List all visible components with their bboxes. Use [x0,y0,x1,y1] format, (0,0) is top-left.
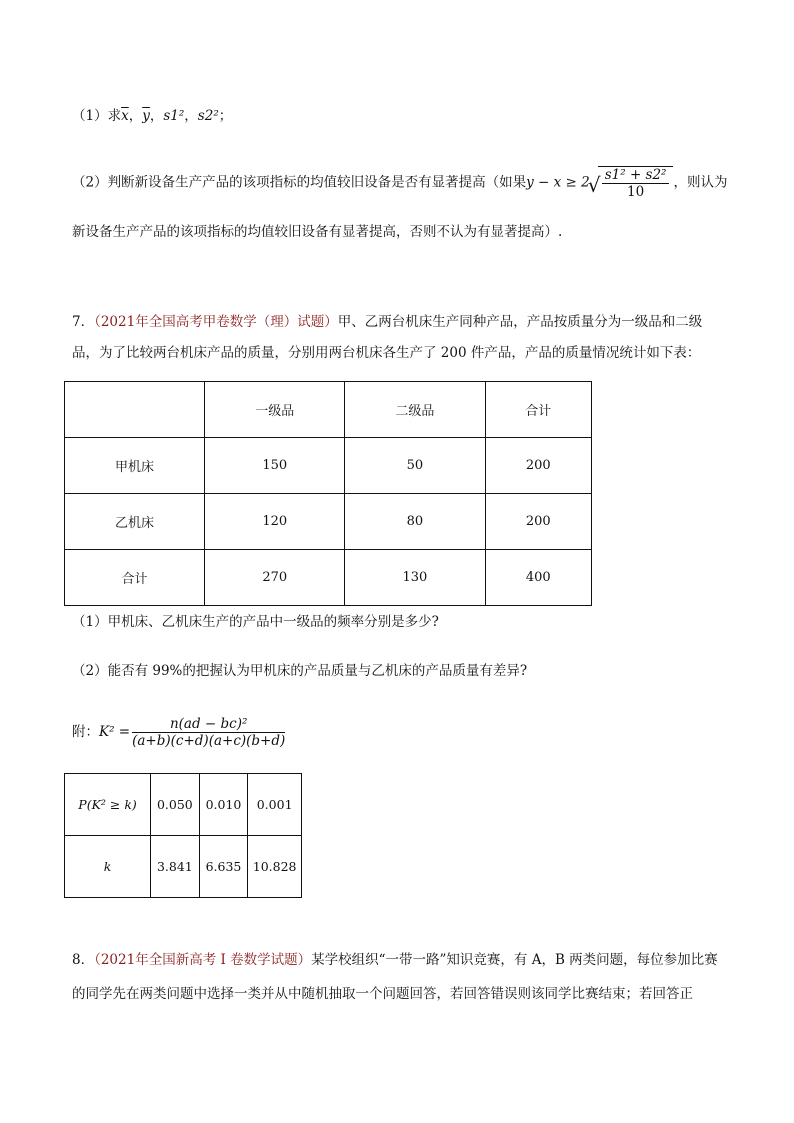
table-cell: 0.001 [248,774,302,836]
probability-table [64,773,302,898]
table-cell: 400 [485,550,591,606]
table-cell: 50 [345,438,485,494]
table-cell: 乙机床 [65,494,205,550]
q6-formula-frac [602,167,670,200]
q7-stem-line1 [72,312,702,332]
q7-source: （2021年全国高考甲卷数学（理）试题） [94,314,338,330]
q8-text-a: 某学校组织“一带一路”知识竞赛，有 A，B 两类问题，每位参加比赛 [311,952,718,968]
table-cell: 200 [485,494,591,550]
table-header-row [65,382,592,438]
table-cell: P(K² ≥ k) [65,774,151,836]
var-y-bar: $\overline{y}$ [142,108,150,124]
var-s1-sq: s1² [163,108,185,124]
table-row [65,774,302,836]
table-row [65,494,592,550]
table-header-cell: 一级品 [205,382,345,438]
table-cell: 0.010 [199,774,248,836]
q6-part2-cont: 新设备生产产品的该项指标的均值较旧设备有显著提高，否则不认为有显著提高）. [72,224,563,240]
q8-source: （2021年全国新高考 I 卷数学试题） [94,952,312,968]
table-cell: 120 [205,494,345,550]
quality-table [64,381,592,606]
q7-stem-line2: 品，为了比较两台机床产品的质量，分别用两台机床各生产了 200 件产品，产品的质量情况统计如下表： [72,345,701,361]
table-cell: 3.841 [151,836,200,898]
var-s2-sq: s2² [197,108,219,124]
q6-formula-den: 10 [627,184,645,200]
q6-part1-end: ； [218,108,233,124]
q7-part2: （2）能否有 99%的把握认为甲机床的产品质量与乙机床的产品质量有差异? [72,663,528,679]
q8-number: 8． [72,952,95,968]
q6-part1-label: （1）求 [72,108,122,124]
q6-formula-num: √ s1² + s2² [602,167,670,184]
q6-formula-left: y − x ≥ 2 [526,174,590,191]
table-cell: 甲机床 [65,438,205,494]
table-row [65,836,302,898]
table-cell: 6.635 [199,836,248,898]
sqrt-symbol [598,166,674,200]
k2-fraction [132,716,285,749]
table-header-cell [65,382,205,438]
k2-symbol: K² = [99,724,131,740]
table-cell: 10.828 [248,836,302,898]
q7-number: 7． [72,314,95,330]
q7-appendix [72,716,287,749]
table-cell: 270 [205,550,345,606]
k2-numerator: n(ad − bc)² [132,716,285,733]
q8-stem-line2: 的同学先在两类问题中选择一类并从中随机抽取一个问题回答，若回答错误则该同学比赛结束；若回答正 [72,986,693,1002]
q6-part1: （1）求$\overline{x}$，$\overline{y}$，s1²，s2²； [72,108,233,124]
table-header-cell: 合计 [485,382,591,438]
q6-part2 [72,166,727,200]
table-cell: 0.050 [151,774,200,836]
table-cell: 130 [345,550,485,606]
table-cell: 200 [485,438,591,494]
table-cell: 合计 [65,550,205,606]
table-row [65,438,592,494]
table-row [65,550,592,606]
q8-stem-line1 [72,950,718,970]
q7-text-a: 甲、乙两台机床生产同种产品，产品按质量分为一级品和二级 [337,314,703,330]
k2-denominator: (a+b)(c+d)(a+c)(b+d) [132,733,286,749]
appendix-label: 附： [72,724,99,740]
table-cell: 80 [345,494,485,550]
q6-part2-text: （2）判断新设备生产产品的该项指标的均值较旧设备是否有显著提高（如果 [72,174,527,191]
var-x-bar: $\overline{x}$ [121,108,129,124]
q7-part1: （1）甲机床、乙机床生产的产品中一级品的频率分别是多少? [72,614,439,630]
table-cell: k [65,836,151,898]
table-header-cell: 二级品 [345,382,485,438]
table-cell: 150 [205,438,345,494]
q6-part2-tail: ，则认为 [673,174,728,191]
